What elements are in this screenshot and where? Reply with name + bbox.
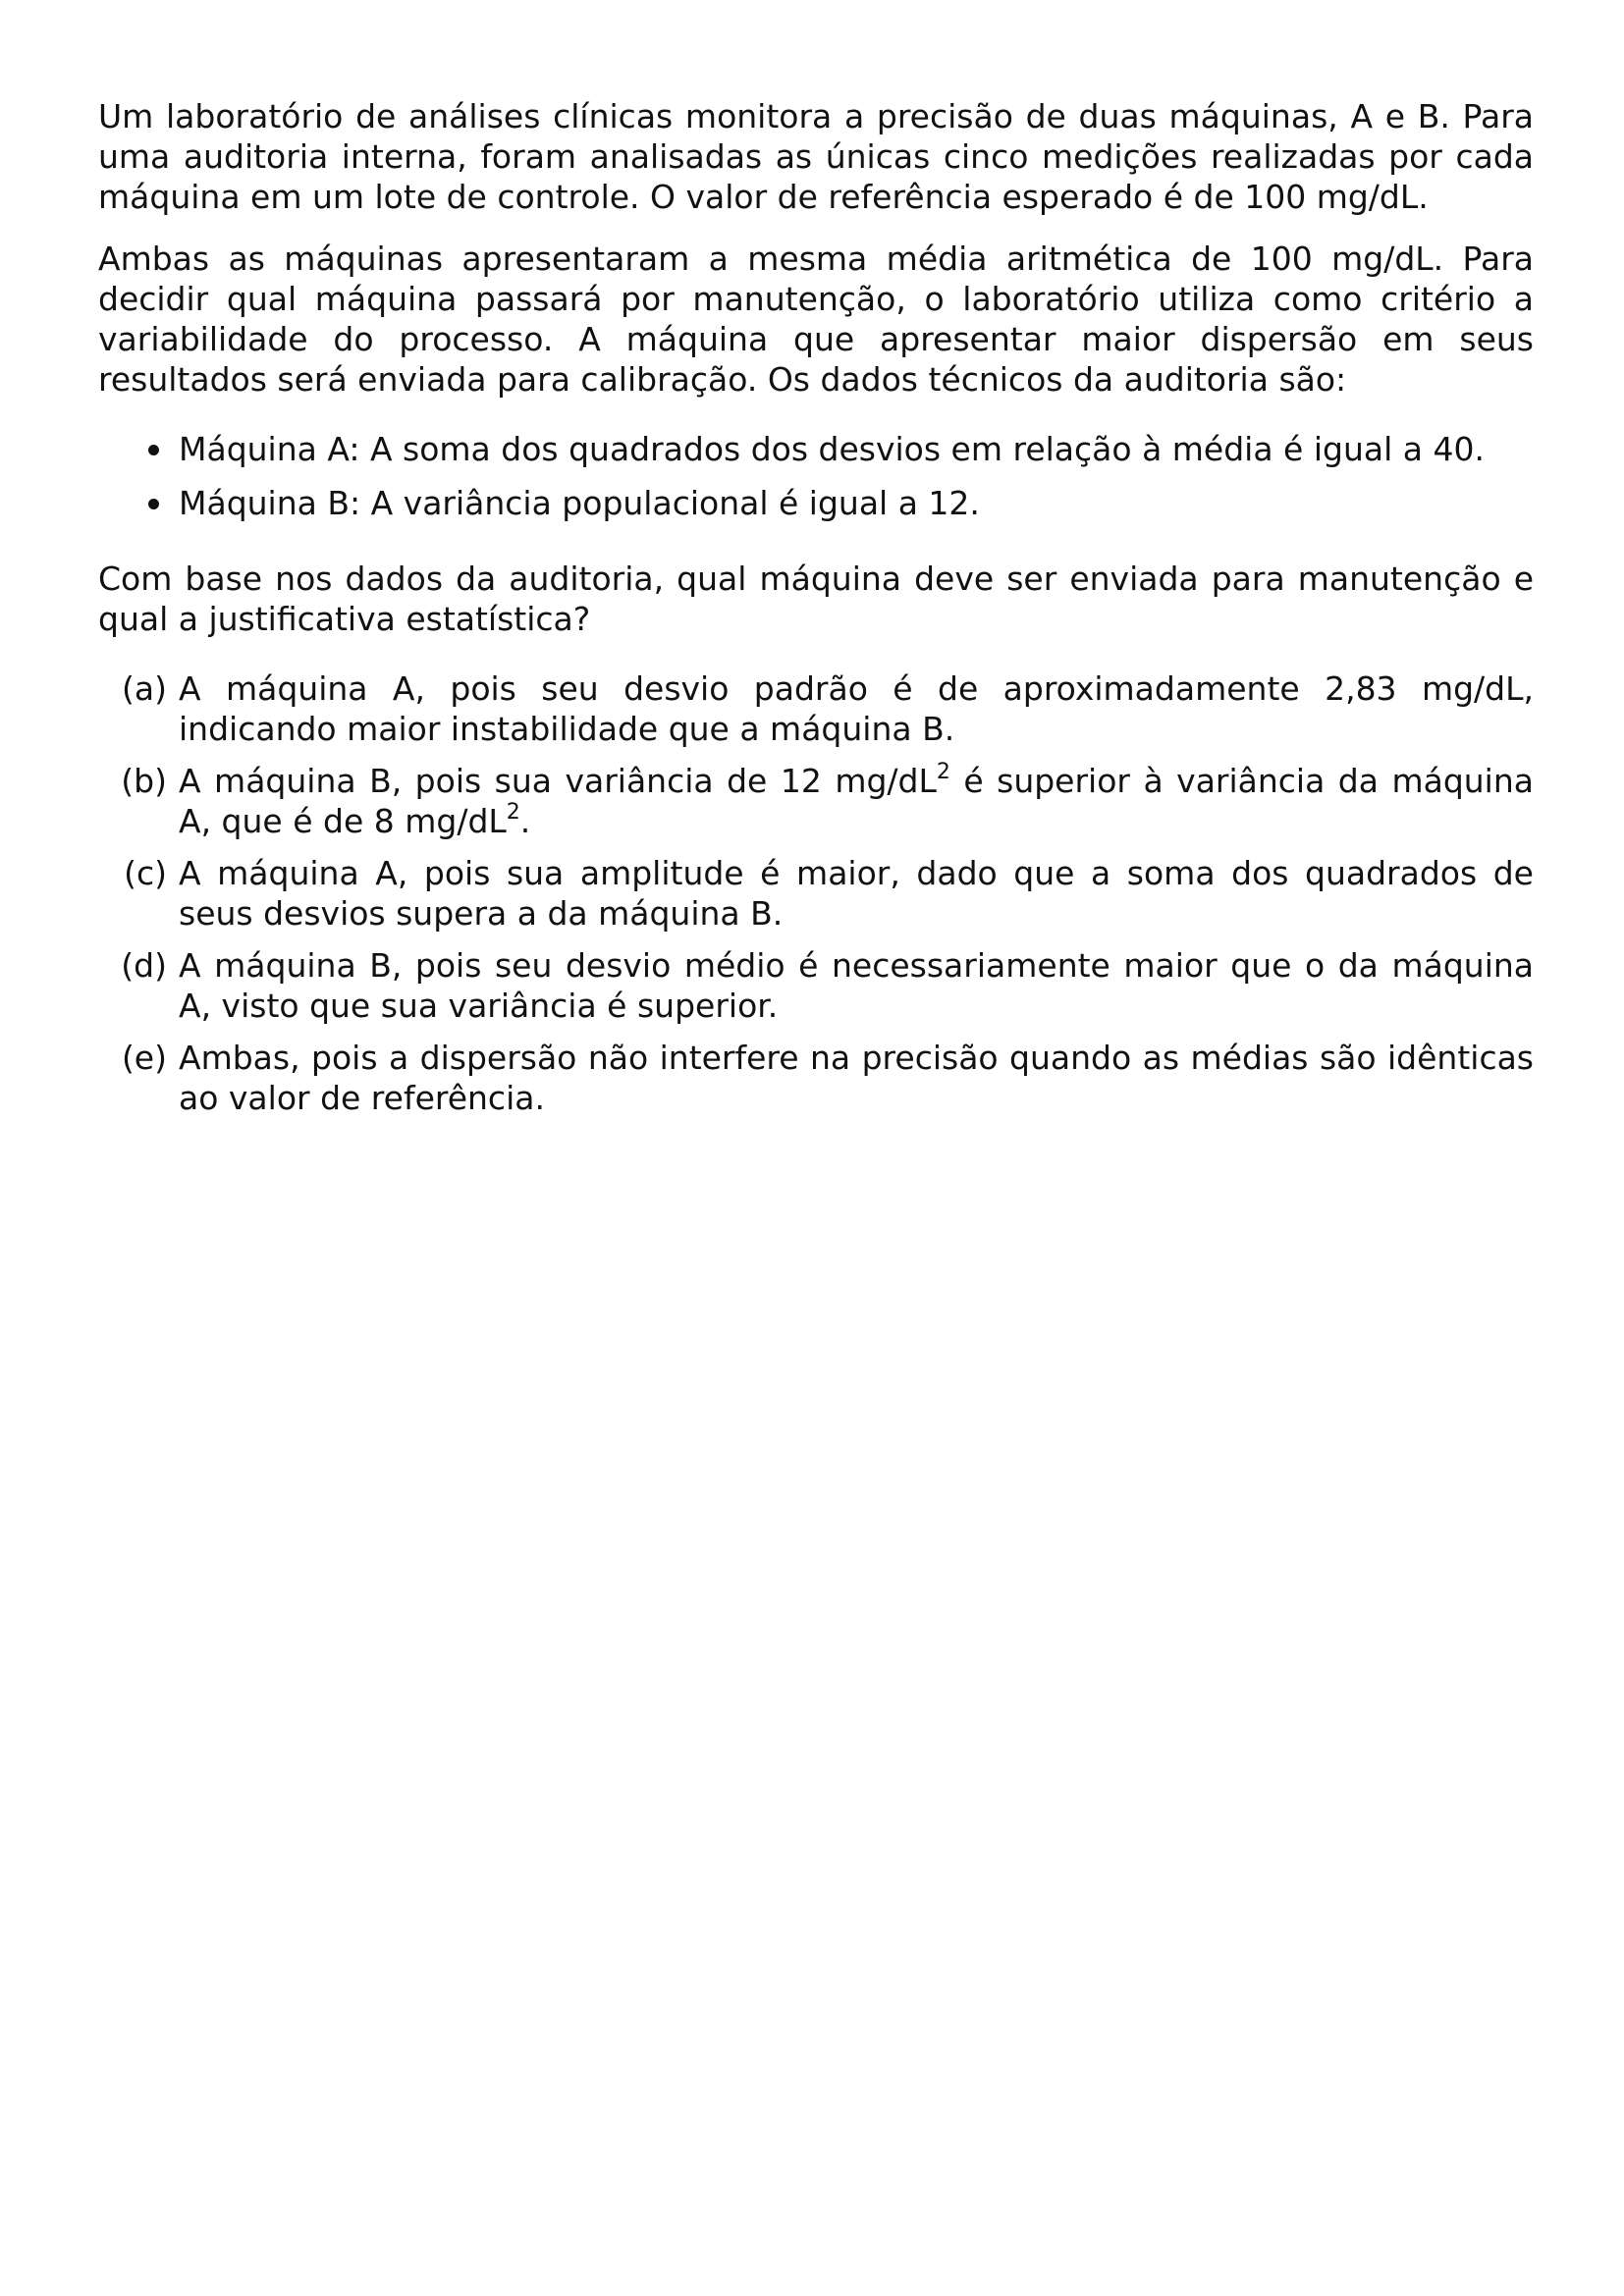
option-a [98, 668, 1534, 749]
option-label: (d) [121, 946, 167, 985]
option-text-part: . [519, 802, 531, 840]
intro-paragraph-1: Um laboratório de análises clínicas monitora a precisão de duas máquinas, A e B. Para uma auditoria interna, foram analisadas as únicas cinco medições realizadas por cada máquina em um lote de controle. O valor de referência esperado é de 100 mg/dL. [98, 97, 1534, 216]
option-label: (e) [121, 1039, 167, 1077]
option-text-part: A máquina B, pois sua variância de 12 mg/dL [179, 762, 937, 800]
bullet-icon [148, 445, 159, 455]
option-b [98, 761, 1534, 841]
option-text: A máquina A, pois sua amplitude é maior, dado que a soma dos quadrados de seus desvios supera a da máquina B. [179, 854, 1534, 933]
option-text: Ambas, pois a dispersão não interfere na precisão quando as médias são idênticas ao valor de referência. [179, 1039, 1534, 1117]
option-text: A máquina B, pois seu desvio médio é necessariamente maior que o da máquina A, visto que sua variância é superior. [179, 946, 1534, 1025]
intro-paragraph-2: Ambas as máquinas apresentaram a mesma média aritmética de 100 mg/dL. Para decidir qual máquina passará por manutenção, o laboratório utiliza como critério a variabilidade do processo. A máquina que apresentar maior dispersão em seus resultados será enviada para calibração. Os dados técnicos da auditoria são: [98, 240, 1534, 399]
option-c [98, 853, 1534, 934]
list-item [98, 483, 1534, 523]
option-text: A máquina A, pois seu desvio padrão é de aproximadamente 2,83 mg/dL, indicando maior instabilidade que a máquina B. [179, 669, 1534, 748]
audit-data-list [98, 429, 1534, 523]
document-page [98, 96, 1534, 1130]
list-item [98, 429, 1534, 469]
superscript: 2 [936, 760, 950, 784]
bullet-text-machine-a: Máquina A: A soma dos quadrados dos desvios em relação à média é igual a 40. [179, 430, 1485, 468]
option-text-part: é superior à variância da máquina A, que é de 8 mg/dL [179, 762, 1534, 840]
option-label: (b) [121, 762, 167, 800]
option-d [98, 945, 1534, 1026]
answer-options [98, 668, 1534, 1118]
option-label: (a) [122, 669, 167, 708]
option-label: (c) [124, 854, 167, 892]
option-text [179, 762, 1534, 840]
question-text: Com base nos dados da auditoria, qual máquina deve ser enviada para manutenção e qual a justificativa estatística? [98, 560, 1534, 638]
option-e [98, 1038, 1534, 1118]
superscript: 2 [506, 800, 520, 825]
bullet-icon [148, 499, 159, 509]
bullet-text-machine-b: Máquina B: A variância populacional é igual a 12. [179, 484, 980, 522]
